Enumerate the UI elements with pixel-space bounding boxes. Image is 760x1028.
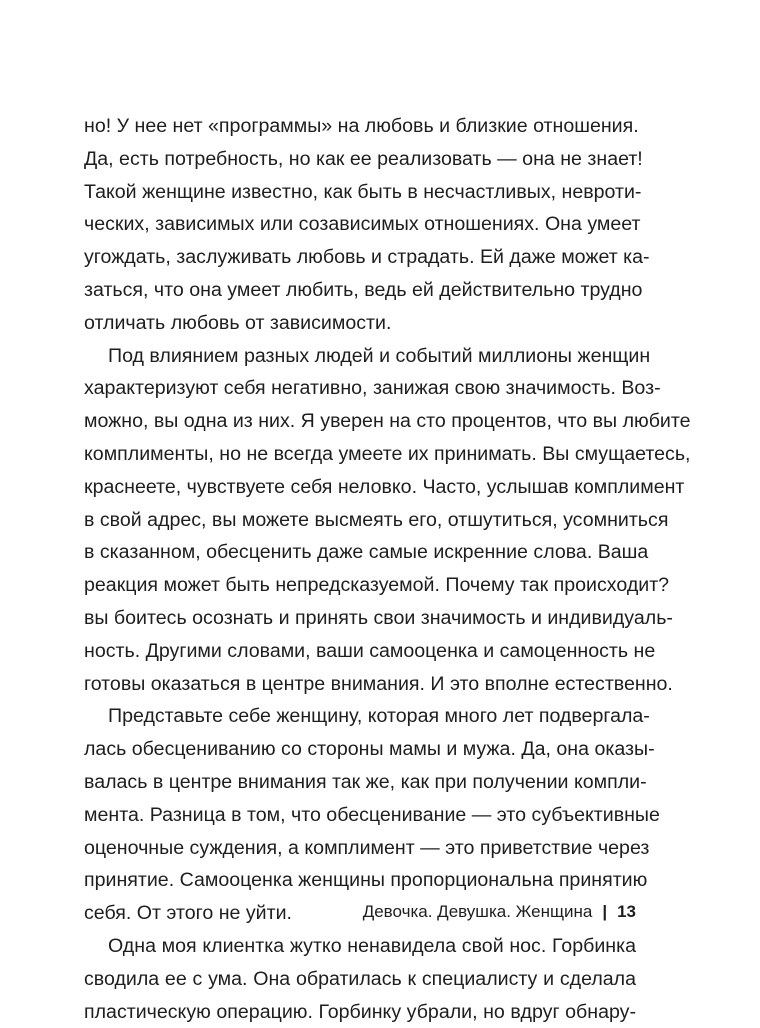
body-text: [84, 110, 691, 1028]
text-line: готовы оказаться в центре внимания. И это вполне естественно.: [84, 672, 673, 695]
text-line: но! У нее нет «программы» на любовь и близкие отношения.: [84, 115, 639, 137]
text-line: Да, есть потребность, но как ее реализовать — она не знает!: [84, 147, 643, 170]
text-line: угождать, заслуживать любовь и страдать. Ей даже может ка-: [84, 246, 650, 269]
text-line: лась обесцениванию со стороны мамы и мужа. Да, она оказы-: [84, 738, 655, 761]
text-line: реакция может быть непредсказуемой. Почему так происходит?: [84, 574, 670, 597]
text-line: оценочные суждения, а комплимент — это приветствие через: [84, 836, 650, 859]
paragraph-2: [84, 340, 691, 701]
text-line: ческих, зависимых или созависимых отношениях. Она умеет: [84, 213, 641, 236]
text-line: сводила ее с ума. Она обратилась к специалисту и сделала: [84, 967, 636, 990]
footer-divider: |: [602, 902, 608, 921]
page-number: 13: [617, 902, 636, 921]
text-line: себя. От этого не уйти.: [84, 902, 292, 925]
text-line: характеризуют себя негативно, занижая свою значимость. Воз-: [84, 377, 661, 400]
text-line: принятие. Самооценка женщины пропорциональна принятию: [84, 869, 648, 892]
text-line: в свой адрес, вы можете высмеять его, отшутиться, усомниться: [84, 508, 669, 531]
text-line: краснеете, чувствуете себя неловко. Часто, услышав комплимент: [84, 475, 685, 498]
text-line: Представьте себе женщину, которая много лет подвергала-: [108, 705, 650, 728]
text-line: пластическую операцию. Горбинку убрали, но вдруг обнару-: [84, 1000, 636, 1023]
text-line: Такой женщине известно, как быть в несчастливых, невроти-: [84, 180, 642, 203]
text-line: Под влиянием разных людей и событий миллионы женщин: [108, 344, 651, 367]
book-title: Девочка. Девушка. Женщина: [362, 902, 593, 921]
paragraph-4: [84, 930, 636, 1028]
text-line: в сказанном, обесценить даже самые искренние слова. Ваша: [84, 541, 649, 564]
text-line: вы боитесь осознать и принять свои значимость и индивидуаль-: [84, 606, 673, 629]
paragraph-1: [84, 110, 650, 340]
text-line: валась в центре внимания так же, как при получении компли-: [84, 770, 647, 793]
text-line: комплименты, но не всегда умеете их принимать. Вы смущаетесь,: [84, 442, 691, 465]
text-line: мента. Разница в том, что обесценивание — это субъективные: [84, 803, 660, 826]
text-line: ность. Другими словами, ваши самооценка и самоценность не: [84, 639, 656, 662]
text-line: отличать любовь от зависимости.: [84, 311, 392, 334]
paragraph-3: [84, 700, 660, 930]
text-line: Одна моя клиентка жутко ненавидела свой нос. Горбинка: [108, 934, 636, 957]
text-line: заться, что она умеет любить, ведь ей действительно трудно: [84, 278, 643, 301]
running-footer: [363, 900, 636, 924]
text-line: можно, вы одна из них. Я уверен на сто процентов, что вы любите: [84, 410, 691, 433]
